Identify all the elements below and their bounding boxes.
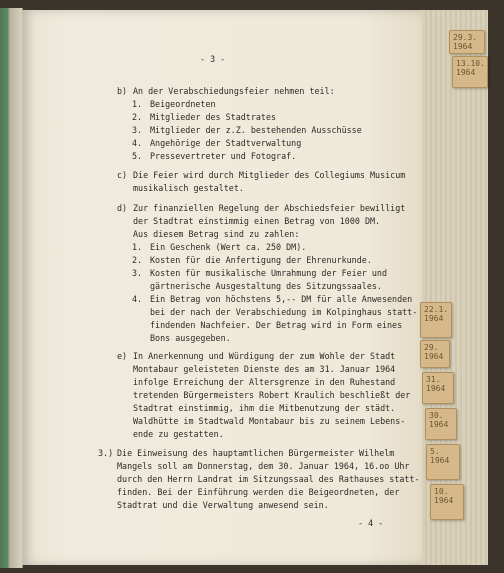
list-item: Kosten für die Anfertigung der Ehrenurkunde. bbox=[150, 255, 372, 265]
page-number: - 3 - bbox=[200, 54, 226, 64]
list-item: Pressevertreter und Fotograf. bbox=[150, 151, 297, 161]
paragraph-line: Aus diesem Betrag sind zu zahlen: bbox=[133, 229, 300, 239]
section-label: e) bbox=[117, 351, 128, 361]
index-tab: 5. 1964 bbox=[426, 444, 460, 480]
index-tab: 10. 1964 bbox=[430, 484, 464, 520]
page-stack-edge bbox=[418, 10, 488, 565]
next-page-marker: - 4 - bbox=[358, 518, 384, 528]
paragraph-line: Stadtrat und die Verwaltung anwesend sein. bbox=[117, 500, 329, 510]
section-label: d) bbox=[117, 203, 128, 213]
paragraph-line: In Anerkennung und Würdigung der zum Wohle der Stadt bbox=[133, 351, 396, 361]
list-item: Beigeordneten bbox=[150, 99, 216, 109]
document-page bbox=[22, 10, 422, 565]
index-tab: 29. 1964 bbox=[420, 340, 450, 368]
paragraph-line: Die Feier wird durch Mitglieder des Collegiums Musicum bbox=[133, 170, 406, 180]
paragraph-line: der Stadtrat einstimmig einen Betrag von 1000 DM. bbox=[133, 216, 381, 226]
list-number: 2. bbox=[132, 112, 143, 122]
paragraph-line: Die Einweisung des hauptamtlichen Bürgermeister Wilhelm bbox=[117, 448, 395, 458]
list-number: 2. bbox=[132, 255, 143, 265]
list-number: 1. bbox=[132, 99, 143, 109]
paragraph-line: Mangels soll am Donnerstag, dem 30. Januar 1964, 16.oo Uhr bbox=[117, 461, 410, 471]
section-label: c) bbox=[117, 170, 128, 180]
paragraph-line: Stadtrat einstimmig, ihm die Mitbenutzung der städt. bbox=[133, 403, 396, 413]
paragraph-line: musikalisch gestaltet. bbox=[133, 183, 244, 193]
paragraph-line: durch den Herrn Landrat im Sitzungssaal des Rathauses statt- bbox=[117, 474, 420, 484]
list-number: 4. bbox=[132, 138, 143, 148]
paragraph-line: infolge Erreichung der Altersgrenze in den Ruhestand bbox=[133, 377, 396, 387]
list-item-continuation: Bons ausgegeben. bbox=[150, 333, 231, 343]
list-item-continuation: bei der nach der Verabschiedung im Kolpinghaus statt- bbox=[150, 307, 418, 317]
list-item-continuation: findenden Nachfeier. Der Betrag wird in Form eines bbox=[150, 320, 403, 330]
scan-border bbox=[488, 0, 504, 573]
list-number: 3. bbox=[132, 125, 143, 135]
index-tab: 22.1. 1964 bbox=[420, 302, 452, 338]
book-binding bbox=[0, 8, 23, 568]
list-number: 4. bbox=[132, 294, 143, 304]
list-item: Ein Geschenk (Wert ca. 250 DM). bbox=[150, 242, 307, 252]
list-item: Ein Betrag von höchstens 5,-- DM für alle Anwesenden bbox=[150, 294, 413, 304]
paragraph-line: finden. Bei der Einführung werden die Beigeordneten, der bbox=[117, 487, 400, 497]
paragraph-line: ende zu gestatten. bbox=[133, 429, 224, 439]
index-tab: 29.3. 1964 bbox=[449, 30, 485, 54]
list-number: 5. bbox=[132, 151, 143, 161]
index-tab: 13.10. 1964 bbox=[452, 56, 488, 88]
section-b-intro: An der Verabschiedungsfeier nehmen teil: bbox=[133, 86, 335, 96]
list-item: Kosten für musikalische Umrahmung der Feier und bbox=[150, 268, 387, 278]
section-label: 3.) bbox=[98, 448, 114, 458]
index-tab: 30. 1964 bbox=[425, 408, 457, 440]
list-number: 1. bbox=[132, 242, 143, 252]
paragraph-line: tretenden Bürgermeisters Robert Kraulich beschließt der bbox=[133, 390, 411, 400]
list-item: Mitglieder des Stadtrates bbox=[150, 112, 277, 122]
list-item-continuation: gärtnerische Ausgestaltung des Sitzungssaales. bbox=[150, 281, 382, 291]
paragraph-line: Montabaur geleisteten Dienste des am 31. Januar 1964 bbox=[133, 364, 396, 374]
list-item: Mitglieder der z.Z. bestehenden Ausschüsse bbox=[150, 125, 362, 135]
index-tab: 31. 1964 bbox=[422, 372, 454, 404]
section-label: b) bbox=[117, 86, 128, 96]
paragraph-line: Zur finanziellen Regelung der Abschiedsfeier bewilligt bbox=[133, 203, 406, 213]
list-item: Angehörige der Stadtverwaltung bbox=[150, 138, 302, 148]
paragraph-line: Waldhütte im Stadtwald Montabaur bis zu seinem Lebens- bbox=[133, 416, 406, 426]
list-number: 3. bbox=[132, 268, 143, 278]
